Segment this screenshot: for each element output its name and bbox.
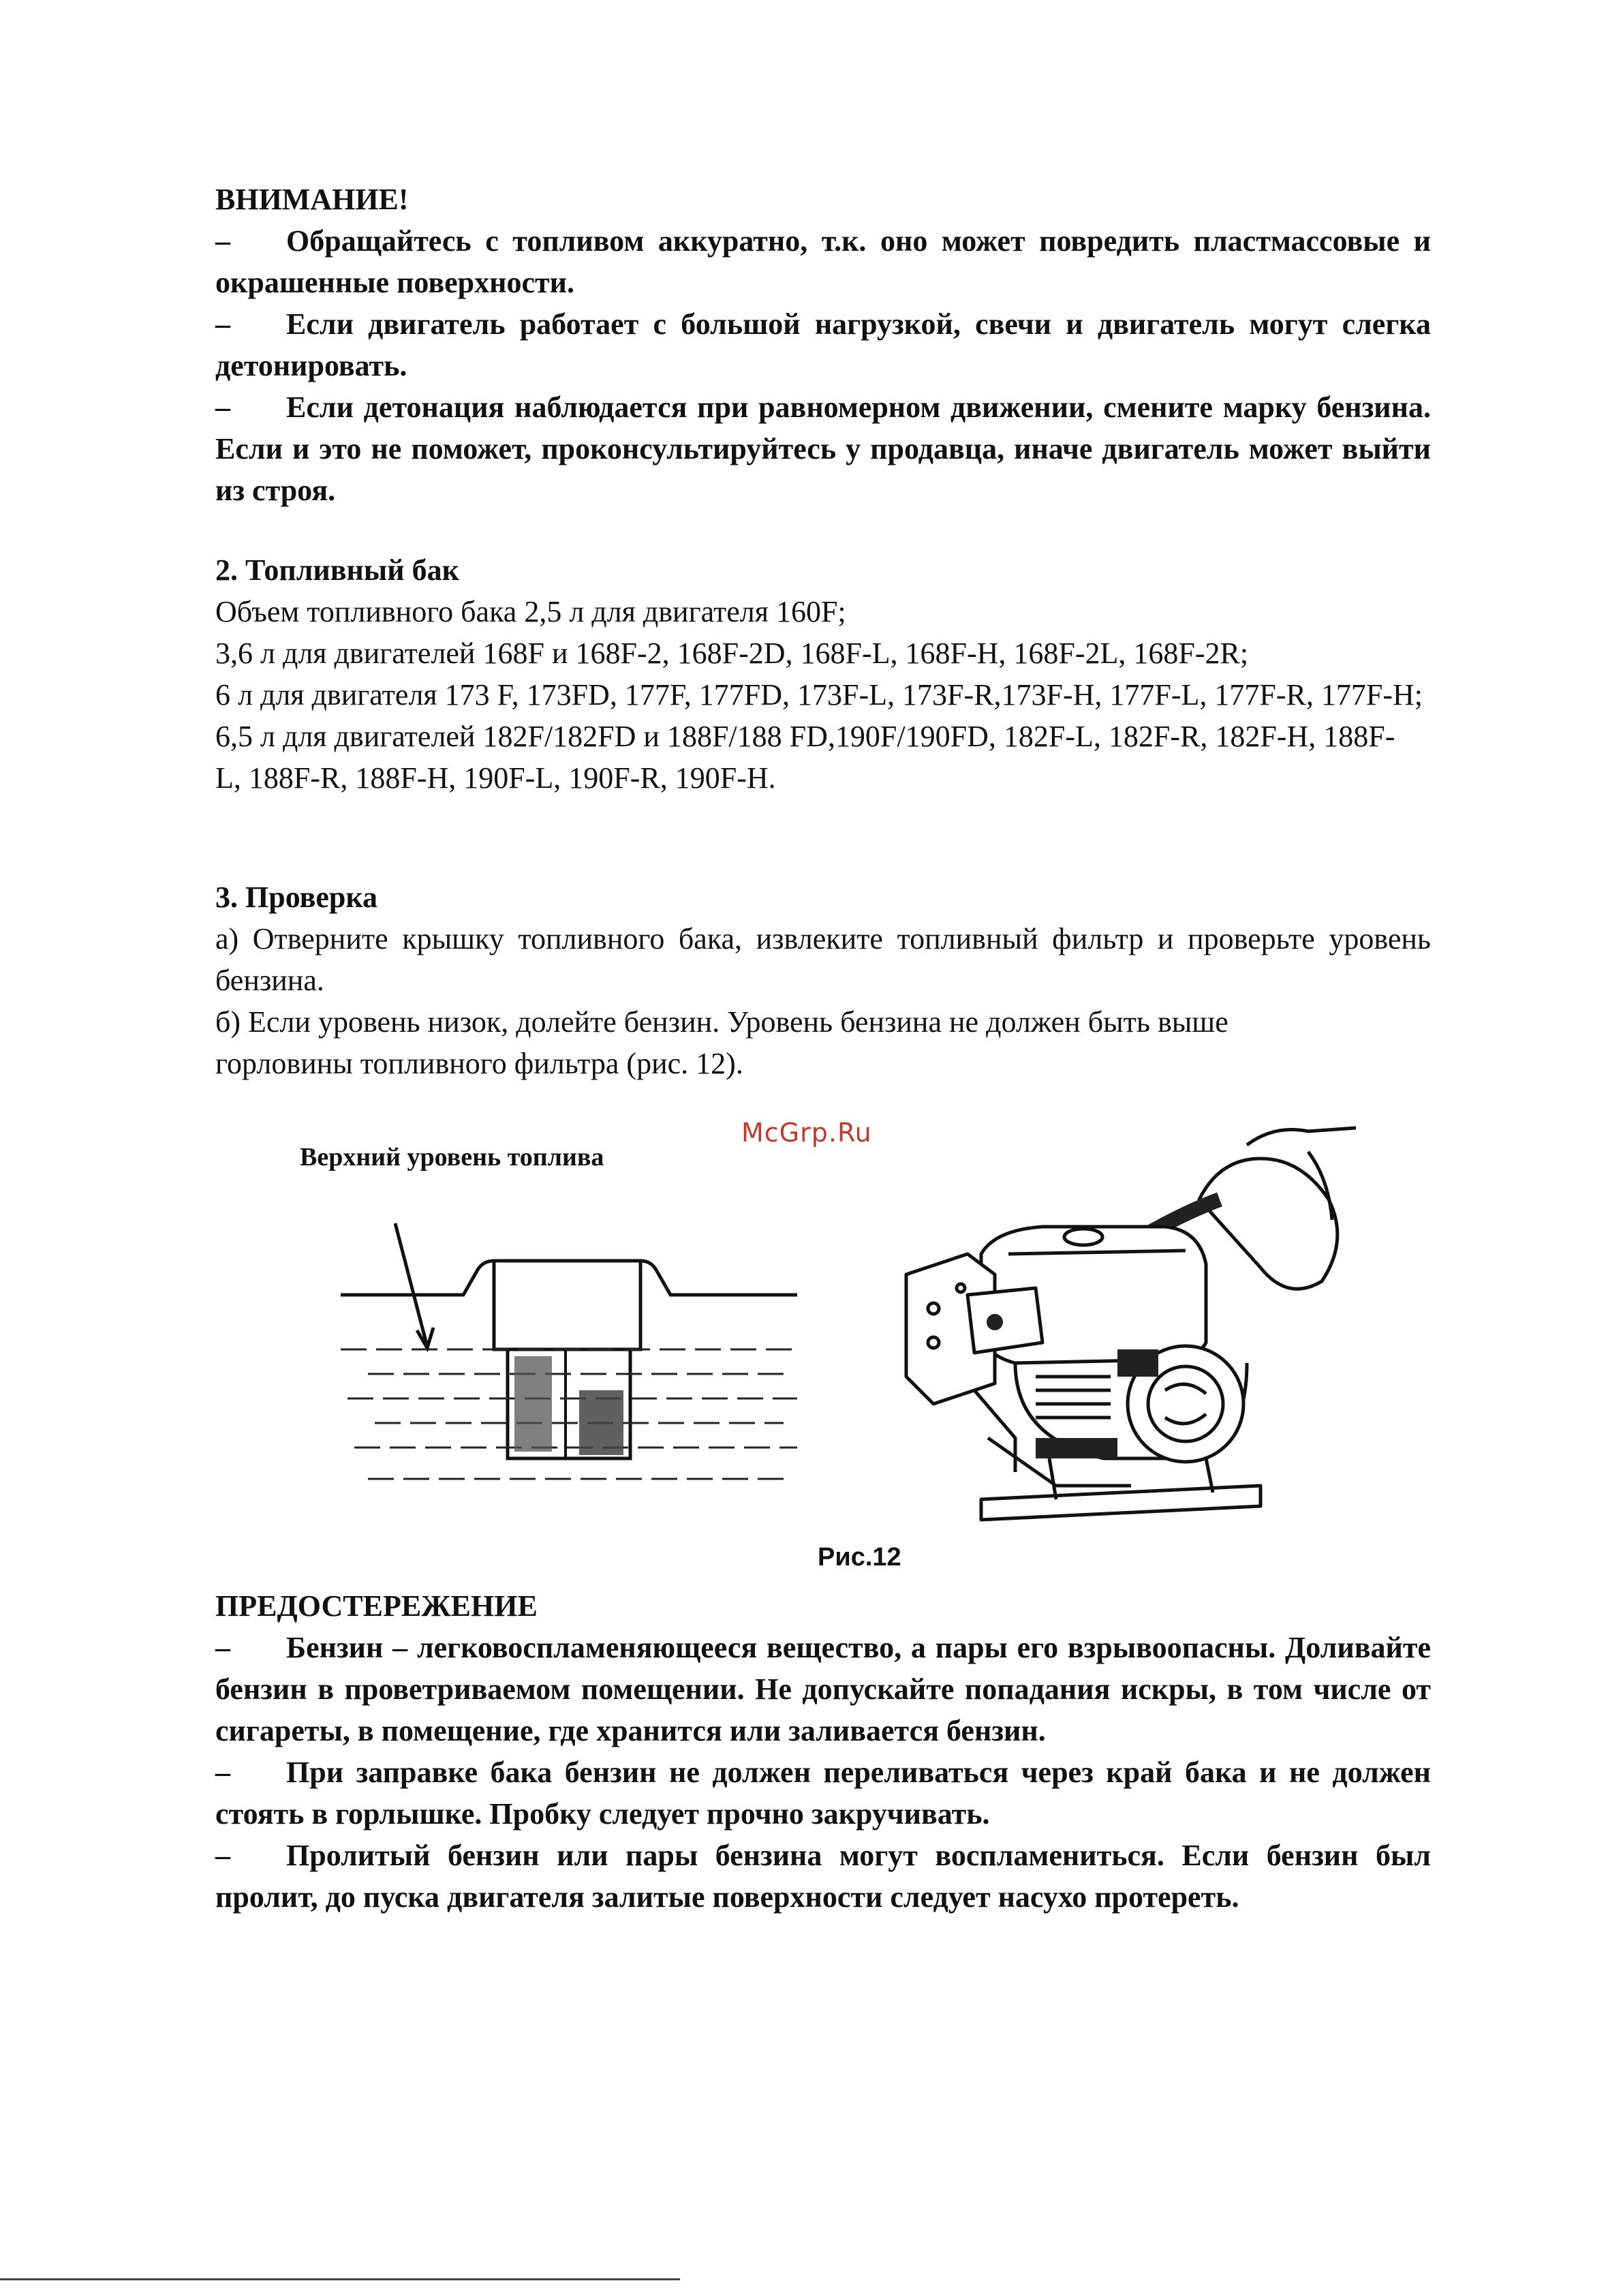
tank-section [215, 549, 1431, 799]
attention-item: – Если двигатель работает с большой нагрузкой, свечи и двигатель могут слегка детонировать. [215, 303, 1431, 386]
check-title: 3. Проверка [215, 881, 378, 914]
tank-line: 3,6 л для двигателей 168F и 168F-2, 168F-2D, 168F-L, 168F-H, 168F-2L, 168F-2R; [215, 637, 1249, 670]
warning-item: – Бензин – легковоспламеняющееся вещество, а пары его взрывоопасны. Доливайте бензин в проветриваемом помещении. Не допускайте попадания искры, в том числе от сигареты, в помещение, где хранится или заливается бензин. [215, 1627, 1431, 1751]
warning-title: ПРЕДОСТЕРЕЖЕНИЕ [215, 1589, 538, 1623]
tank-title: 2. Топливный бак [215, 553, 459, 587]
warning-item: – При заправке бака бензин не должен переливаться через край бака и не должен стоять в горлышке. Пробку следует прочно закручивать. [215, 1751, 1431, 1835]
check-section [215, 876, 1431, 1084]
warning-item: – Пролитый бензин или пары бензина могут воспламениться. Если бензин был пролит, до пуска двигателя залитые поверхности следует насухо протереть. [215, 1835, 1431, 1918]
figure-label: Верхний уровень топлива [300, 1143, 604, 1172]
attention-item: – Обращайтесь с топливом аккуратно, т.к. оно может повредить пластмассовые и окрашенные поверхности. [215, 220, 1431, 303]
dash: – [215, 1756, 230, 1789]
tank-line: 6,5 л для двигателей 182F/182FD и 188F/188 FD,190F/190FD, 182F-L, 182F-R, 182F-H, 188F-L, 188F-R, 188F-H, 190F-L, 190F-R, 190F-H. [215, 720, 1395, 795]
dash: – [215, 307, 230, 341]
figure-caption: Рис.12 [818, 1543, 901, 1572]
warning-section [215, 1585, 1431, 1918]
bottom-rule [0, 2278, 680, 2280]
dash: – [215, 391, 230, 424]
check-line: б) Если уровень низок, долейте бензин. Уровень бензина не должен быть выше горловины топливного фильтра (рис. 12). [215, 1005, 1228, 1080]
tank-line: Объем топливного бака 2,5 л для двигателя 160F; [215, 595, 846, 628]
check-line: а) Отверните крышку топливного бака, извлеките топливный фильтр и проверьте уровень бензина. [215, 922, 1431, 997]
dash: – [215, 224, 230, 258]
dash: – [215, 1839, 230, 1872]
fuel-level-diagram [327, 1186, 818, 1499]
dash: – [215, 1631, 230, 1664]
attention-section [215, 179, 1431, 511]
tank-line: 6 л для двигателя 173 F, 173FD, 177F, 177FD, 173F-L, 173F-R,173F-H, 177F-L, 177F-R, 177F-H; [215, 678, 1423, 711]
watermark: McGrp.Ru [741, 1118, 872, 1148]
engine-refuel-illustration [879, 1118, 1370, 1527]
attention-item: – Если детонация наблюдается при равномерном движении, смените марку бензина. Если и это не поможет, проконсультируйтесь у продавца, иначе двигатель может выйти из строя. [215, 386, 1431, 511]
attention-title: ВНИМАНИЕ! [215, 183, 409, 216]
